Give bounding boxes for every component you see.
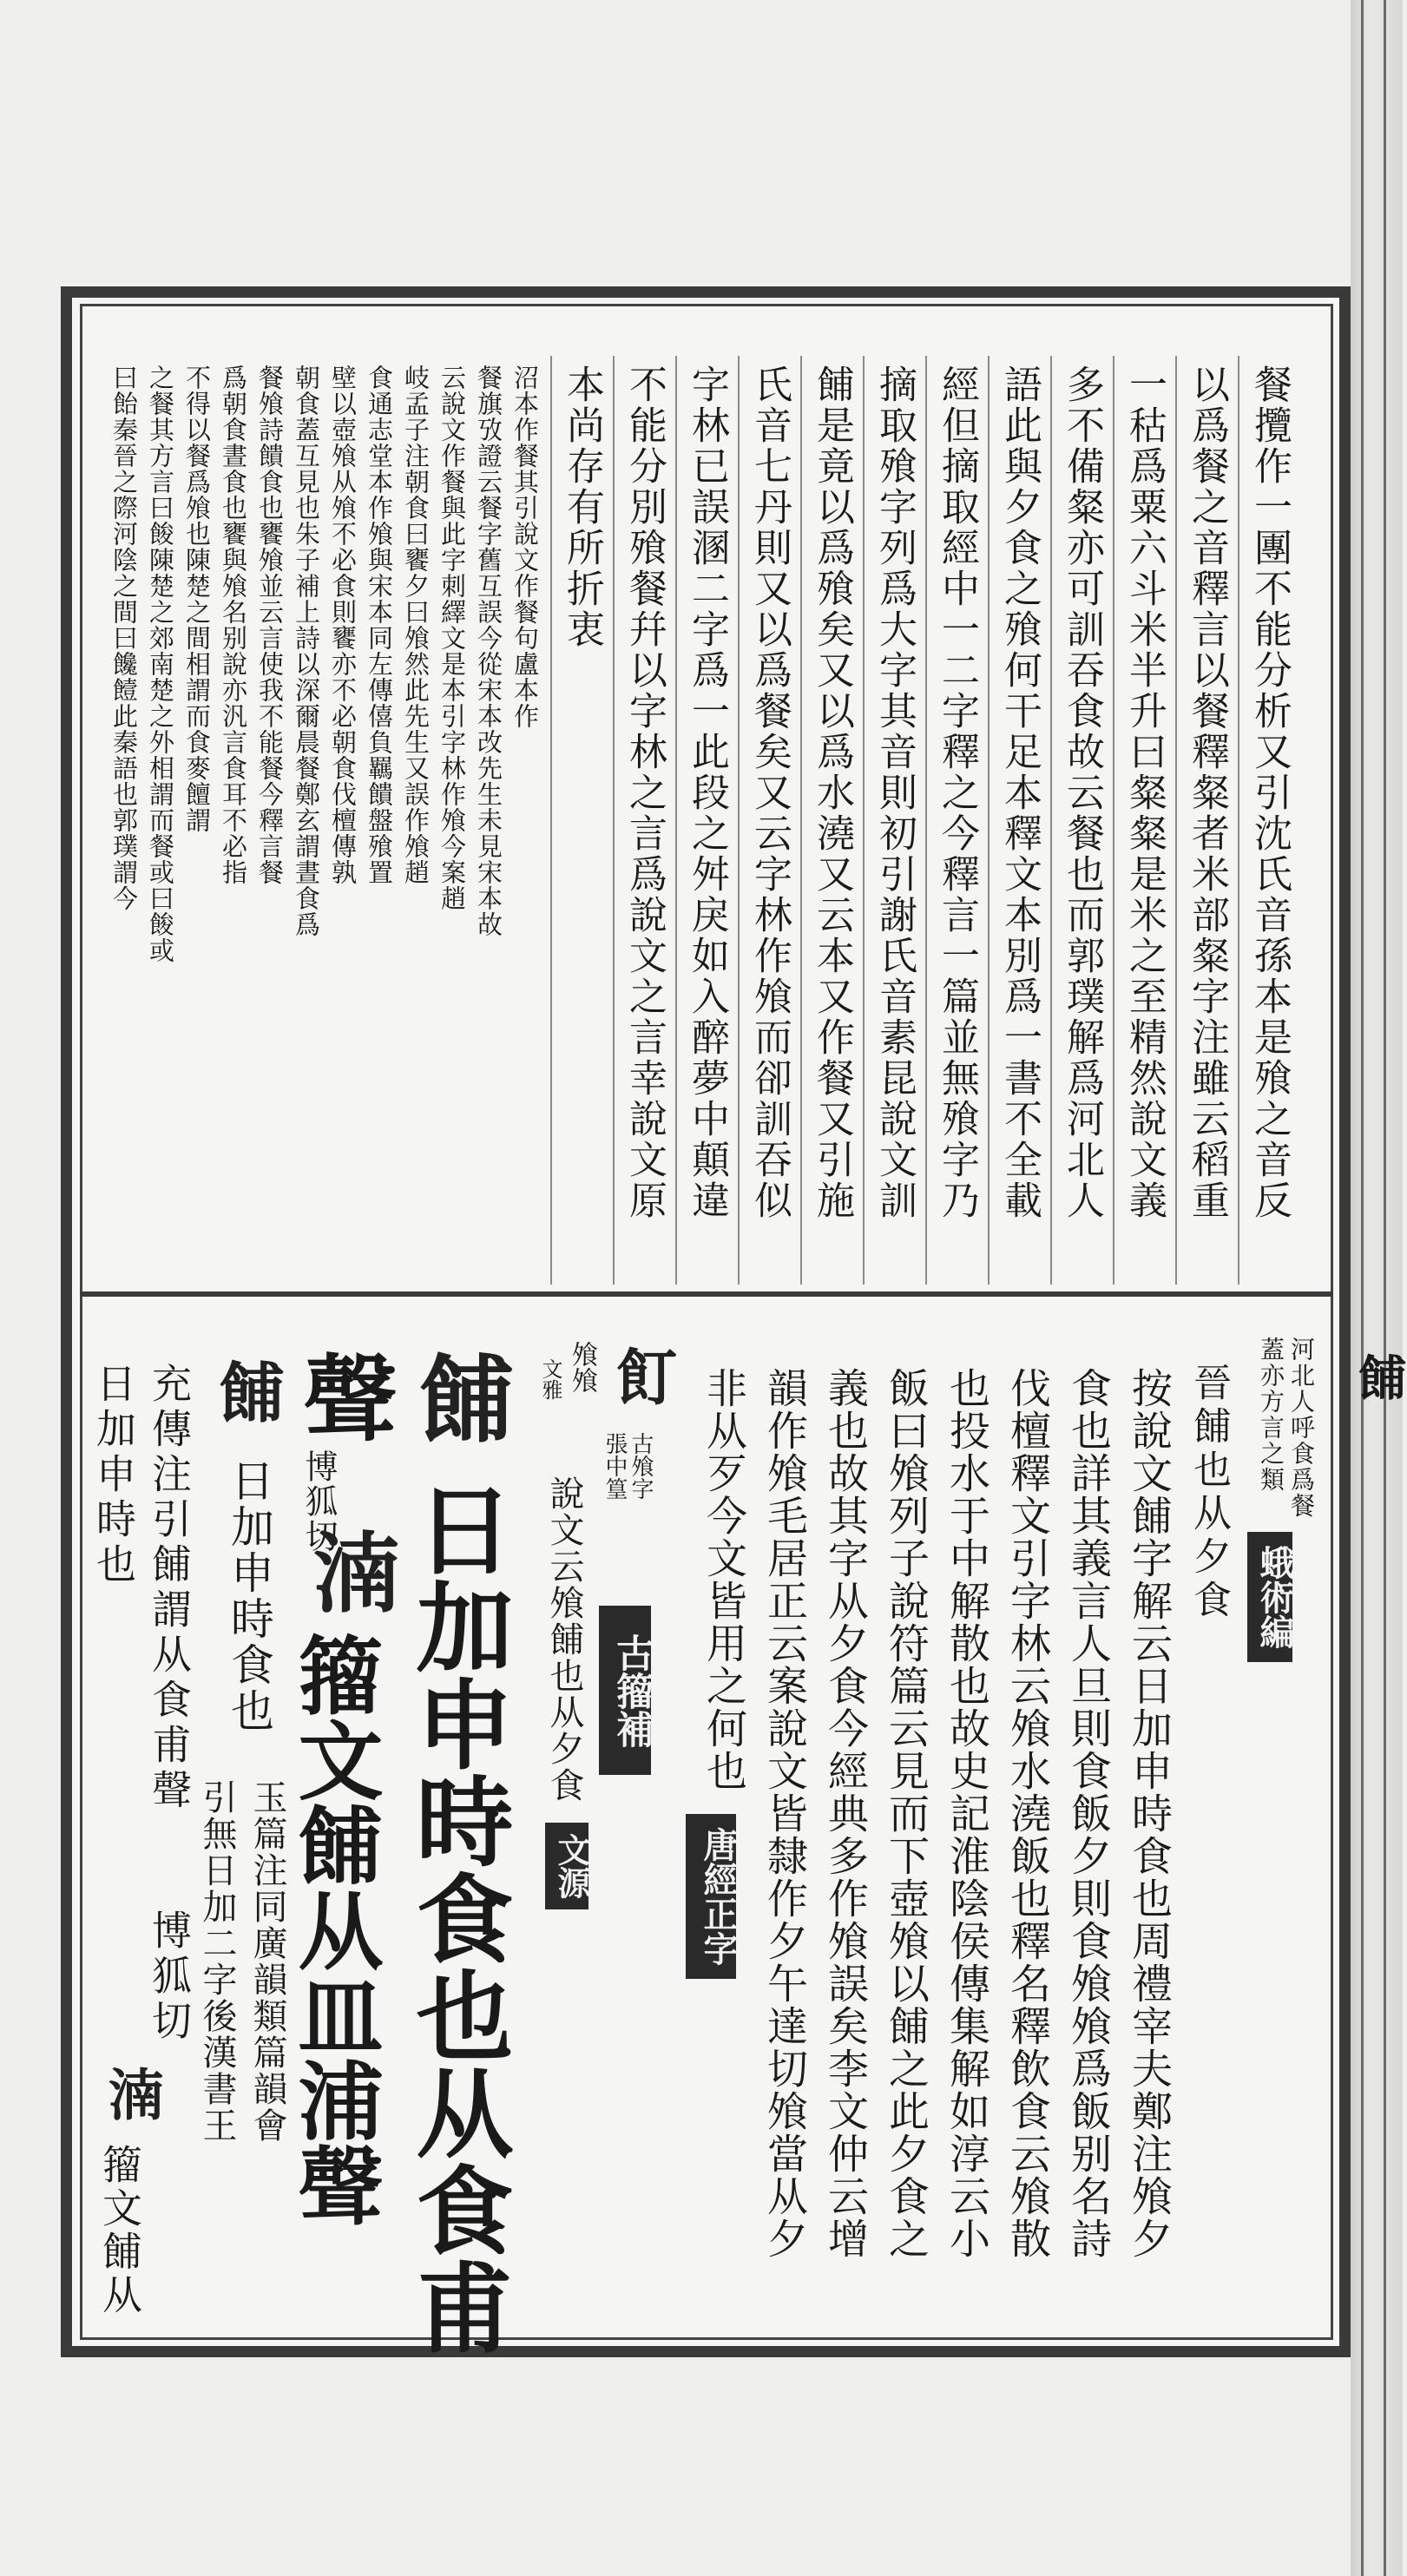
small-column-2: 餐旗攷證云餐字舊互誤今從宋本改先生未見宋本故 (474, 365, 503, 937)
upper-column-5: 語此與夕食之飱何干足本釋文本別爲一書不全載 (997, 365, 1042, 1221)
small-column-11: 之餐其方言曰餕陳楚之郊南楚之外相謂而餐或曰餕或 (146, 365, 175, 963)
seal-character-1: 飣 (607, 1345, 678, 1406)
small-note-1: 古飧字 (628, 1432, 654, 1500)
seal-character-4: 餔 (208, 1358, 286, 1424)
note-small-2: 蓋亦方言之類 (1257, 1337, 1285, 1493)
small-column-3: 云說文作餐與此字刺繹文是本引字林作飧今案趙 (437, 365, 467, 911)
upper-column-8: 餔是竟以爲飱矣又以爲水澆又云本又作餐又引施 (810, 365, 854, 1221)
note-line-2: 按說文餔字解云日加申時食也周禮宰夫鄭注飧夕 (1125, 1367, 1173, 2260)
note-small-1: 河北人呼食爲餐 (1287, 1337, 1316, 1519)
upper-column-7: 摘取飱字列爲大字其音則初引謝氏音素昆說文訓 (872, 365, 917, 1221)
note-line-5: 也投水于中解散也故史記淮陰侯傳集解如淳云小 (943, 1367, 990, 2260)
column-rule (1238, 356, 1239, 1285)
note-line-1: 晉餔也从夕食 (1187, 1363, 1231, 1623)
note-line-9: 非从歹今文皆用之何也 (700, 1367, 747, 1792)
section-divider (80, 1291, 1333, 1297)
note-line-3: 食也詳其義言人旦則食飯夕則食飧飧爲飯别名詩 (1064, 1367, 1112, 2260)
column-rule (550, 356, 552, 1285)
main-definition-heading: 日加申時食也从食甫 (400, 1480, 514, 2355)
column-rule (925, 356, 927, 1285)
small-column-5: 食通志堂本作飧與宋本同左傳僖負羈饋盤飱置 (365, 365, 394, 885)
small-note-4: 文雅 (538, 1358, 562, 1400)
upper-column-2: 以爲餐之音釋言以餐釋粲者米部粲字注雖云稻重 (1185, 365, 1229, 1221)
main-text-3: 引無日加二字後漢書王 (197, 1779, 237, 2144)
seal-character-2: 餔 (404, 1350, 515, 1445)
column-rule (863, 356, 865, 1285)
upper-column-6: 經但摘取經中一二字釋之今釋言一篇並無飱字乃 (935, 365, 979, 1221)
main-text-5: 博狐切 (146, 1909, 193, 2045)
upper-column-12: 本尚存有所折衷 (560, 365, 604, 650)
note-line-7: 義也故其字从夕食今經典多作飧誤矣李文仲云增 (821, 1367, 869, 2260)
zhouwen-heading: 籀文餔从皿浦聲 (284, 1632, 384, 2227)
book-spine (1351, 0, 1403, 2576)
upper-column-3: 一秙爲粟六斗米半升曰粲粲是米之至精然說文義 (1122, 365, 1167, 1221)
upper-column-9: 氏音七丹則又以爲餐矣又云字林作飧而卻訓吞似 (747, 365, 792, 1221)
small-column-12: 曰飴秦晉之際河陰之間曰饞饐此秦語也郭璞謂今 (109, 365, 139, 911)
seal-character-5: 湳 (99, 2066, 163, 2121)
main-text-7: 日加申時也 (90, 1363, 137, 1588)
note-line-8: 韻作飧毛居正云案說文皆隸作夕午達切飧當从夕 (760, 1367, 808, 2260)
seal-character-3: 湳 (299, 1528, 400, 1614)
main-text-1: 日加申時食也 (224, 1458, 274, 1734)
small-note-3: 飧飧 (567, 1341, 597, 1393)
upper-column-10: 字林已誤溷二字爲一此段之舛戾如入醉夢中顛違 (685, 365, 729, 1221)
spine-line (1361, 0, 1364, 2576)
column-rule (675, 356, 677, 1285)
upper-column-4: 多不備粲亦可訓吞食故云餐也而郭璞解爲河北人 (1060, 365, 1104, 1221)
column-rule (988, 356, 990, 1285)
main-text-6: 籀文餔从 (96, 2144, 143, 2317)
small-column-9: 爲朝食晝食也饔與飧名别說亦汎言食耳不必指 (219, 365, 248, 885)
small-column-8: 餐飧詩饋食也饔飧並云言使我不能餐今釋言餐 (255, 365, 285, 885)
main-text-2: 玉篇注同廣韻類篇韻會 (247, 1779, 287, 2144)
source-badge-eshubian: 蛾術編 (1247, 1532, 1292, 1662)
small-column-7: 朝食蓋互見也朱子補上詩以深爾晨餐鄭玄謂晝食爲 (292, 365, 321, 937)
shuowen-quote: 說文云飧餔也从夕食 (544, 1475, 584, 1804)
small-note-2: 張中篁 (602, 1432, 628, 1500)
column-rule (1113, 356, 1114, 1285)
small-column-10: 不得以餐爲飧也陳楚之間相謂而食麥饘謂 (182, 365, 212, 833)
column-rule (1050, 356, 1052, 1285)
upper-column-11: 不能分別飱餐幷以字林之言爲說文之言幸說文原 (622, 365, 667, 1221)
upper-column-1: 餐攬作一團不能分析又引沈氏音孫本是飱之音反 (1247, 365, 1292, 1221)
heading-sheng: 聲 (287, 1350, 397, 1443)
fanqie-note: 博狐切 (299, 1449, 338, 1554)
source-badge-wenyuan: 文源 (545, 1823, 588, 1909)
small-column-6: 壁以壺飧从飧不必食則饔亦不必朝食伐檀傳孰 (328, 365, 358, 885)
note-line-6: 飯曰飧列子說符篇云見而下壺飧以餔之此夕食之 (882, 1367, 930, 2260)
source-badge-guzhou: 古籀補 (599, 1606, 651, 1775)
column-rule (1175, 356, 1177, 1285)
small-column-1: 沼本作餐其引說文作餐句盧本作 (510, 365, 540, 729)
column-rule (800, 356, 802, 1285)
note-line-4: 伐檀釋文引字林云飧水澆飯也釋名釋飲食云飧散 (1003, 1367, 1051, 2260)
column-rule (738, 356, 740, 1285)
margin-heading: 餔 (1358, 1350, 1407, 1408)
column-rule (613, 356, 615, 1285)
spine-line (1384, 0, 1386, 2576)
source-badge-tangjing: 唐經正字 (686, 1814, 736, 1979)
main-text-4: 充傳注引餔謂从食甫聲 (146, 1363, 193, 1814)
small-column-4: 岐孟子注朝食曰饔夕曰飧然此先生又誤作飧趙 (401, 365, 431, 885)
